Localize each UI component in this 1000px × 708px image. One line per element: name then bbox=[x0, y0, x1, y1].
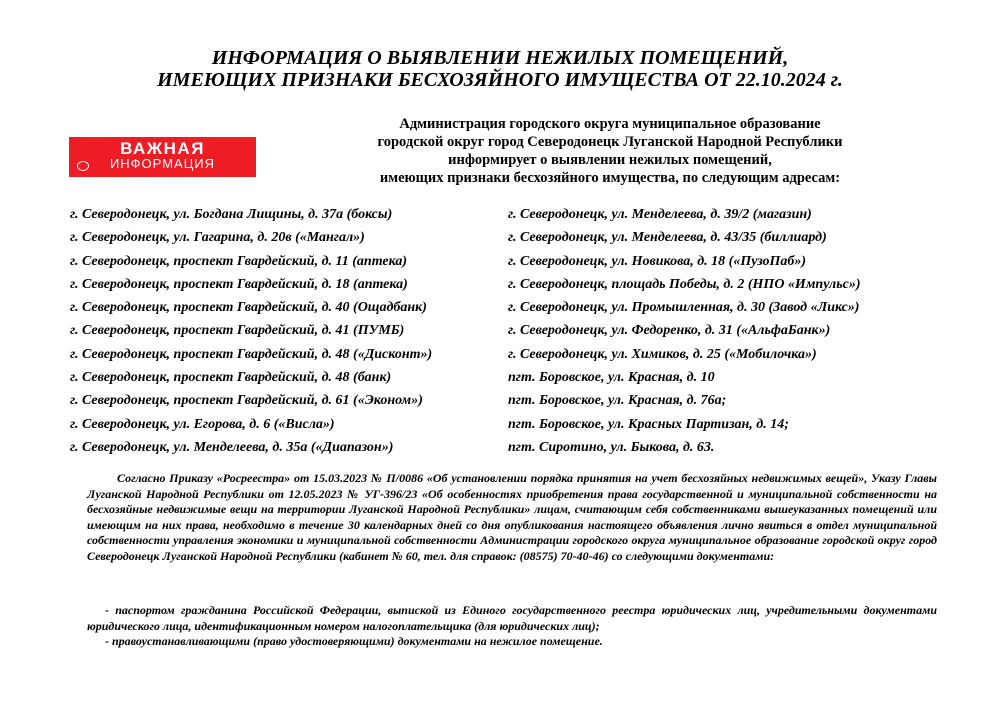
title-line-2: ИМЕЮЩИХ ПРИЗНАКИ БЕСХОЗЯЙНОГО ИМУЩЕСТВА ОТ 22.10.2024 г. bbox=[157, 69, 843, 91]
document-title bbox=[0, 47, 1000, 91]
intro-line-3: информирует о выявлении нежилых помещений, bbox=[448, 152, 772, 168]
address-list-left bbox=[70, 203, 432, 459]
required-document-item: - паспортом гражданина Российской Федерации, выпиской из Единого государственного реестра юридических лиц, учредительными документами юридического лица, идентификационным номером налогоплательщика (для юридических лиц); bbox=[87, 603, 937, 633]
intro-block bbox=[330, 115, 890, 187]
title-line-1: ИНФОРМАЦИЯ О ВЫЯВЛЕНИИ НЕЖИЛЫХ ПОМЕЩЕНИЙ, bbox=[211, 47, 789, 69]
intro-line-2: городской округ город Северодонецк Луганской Народной Республики bbox=[377, 134, 843, 150]
address-item: г. Северодонецк, ул. Менделеева, д. 43/35 (биллиард) bbox=[508, 230, 827, 246]
address-item: пгт. Боровское, ул. Красная, д. 76а; bbox=[508, 393, 727, 409]
address-item: г. Северодонецк, проспект Гвардейский, д. 48 («Дисконт») bbox=[70, 346, 433, 362]
required-document-item: - правоустанавливающими (право удостоверяющими) документами на нежилое помещение. bbox=[105, 634, 603, 649]
address-list-right bbox=[508, 203, 861, 459]
legal-paragraph: Согласно Приказу «Росреестра» от 15.03.2023 № П/0086 «Об установлении порядка принятия на учет бесхозяйных недвижимых вещей», Указу Главы Луганской Народной Республики от 12.05.2023 № УГ-396/23 «Об особенностях приобретения права государственной и муниципальной собственности на бесхозяйные недвижимые вещи на территории Луганской Народной Республики» лицам, считающим себя собственниками вышеуказанных помещений или имеющим на них права, необходимо в течение 30 календарных дней со дня опубликования настоящего объявления лично явиться в отдел муниципальной собственности управления экономики и муниципальной собственности Администрации городского округа муниципальное образование городской округ город Северодонецк Луганской Народной Республики (кабинет № 60, тел. для справок: (08575) 70-40-46) со следующими документами: bbox=[87, 471, 937, 563]
intro-line-4: имеющих признаки бесхозяйного имущества, по следующим адресам: bbox=[379, 170, 841, 186]
address-item: пгт. Боровское, ул. Красных Партизан, д. 14; bbox=[508, 416, 789, 432]
address-item: г. Северодонецк, проспект Гвардейский, д. 61 («Эконом») bbox=[70, 393, 423, 409]
address-item: г. Северодонецк, проспект Гвардейский, д. 48 (банк) bbox=[70, 370, 392, 386]
badge-line-1: ВАЖНАЯ bbox=[120, 139, 205, 158]
address-item: г. Северодонецк, проспект Гвардейский, д. 41 (ПУМБ) bbox=[70, 323, 405, 339]
legal-notice bbox=[87, 471, 937, 565]
required-documents-list bbox=[87, 603, 937, 650]
badge-icon bbox=[77, 161, 89, 171]
address-item: пгт. Сиротино, ул. Быкова, д. 63. bbox=[508, 439, 715, 455]
address-item: г. Северодонецк, ул. Химиков, д. 25 («Мобилочка») bbox=[508, 346, 817, 362]
address-item: пгт. Боровское, ул. Красная, д. 10 bbox=[508, 370, 715, 386]
address-item: г. Северодонецк, проспект Гвардейский, д. 40 (Ощадбанк) bbox=[70, 300, 427, 316]
address-item: г. Северодонецк, проспект Гвардейский, д. 11 (аптека) bbox=[70, 253, 408, 269]
address-item: г. Северодонецк, ул. Промышленная, д. 30 (Завод «Ликс») bbox=[508, 300, 860, 316]
address-item: г. Северодонецк, площадь Победы, д. 2 (НПО «Импульс») bbox=[508, 276, 861, 292]
intro-line-1: Администрация городского округа муниципальное образование bbox=[399, 116, 821, 132]
address-item: г. Северодонецк, ул. Богдана Лищины, д. 37а (боксы) bbox=[70, 207, 393, 222]
address-item: г. Северодонецк, ул. Егорова, д. 6 («Висла») bbox=[70, 416, 335, 432]
address-item: г. Северодонецк, ул. Гагарина, д. 20в («Мангал») bbox=[70, 230, 365, 246]
important-info-badge bbox=[69, 137, 256, 177]
address-item: г. Северодонецк, ул. Новикова, д. 18 («ПузоПаб») bbox=[508, 253, 807, 269]
address-item: г. Северодонецк, ул. Менделеева, д. 35а («Диапазон») bbox=[70, 439, 394, 455]
address-item: г. Северодонецк, ул. Федоренко, д. 31 («АльфаБанк») bbox=[508, 323, 831, 339]
badge-line-2: ИНФОРМАЦИЯ bbox=[109, 156, 216, 171]
address-item: г. Северодонецк, проспект Гвардейский, д. 18 (аптека) bbox=[70, 276, 408, 292]
address-item: г. Северодонецк, ул. Менделеева, д. 39/2 (магазин) bbox=[508, 207, 812, 222]
